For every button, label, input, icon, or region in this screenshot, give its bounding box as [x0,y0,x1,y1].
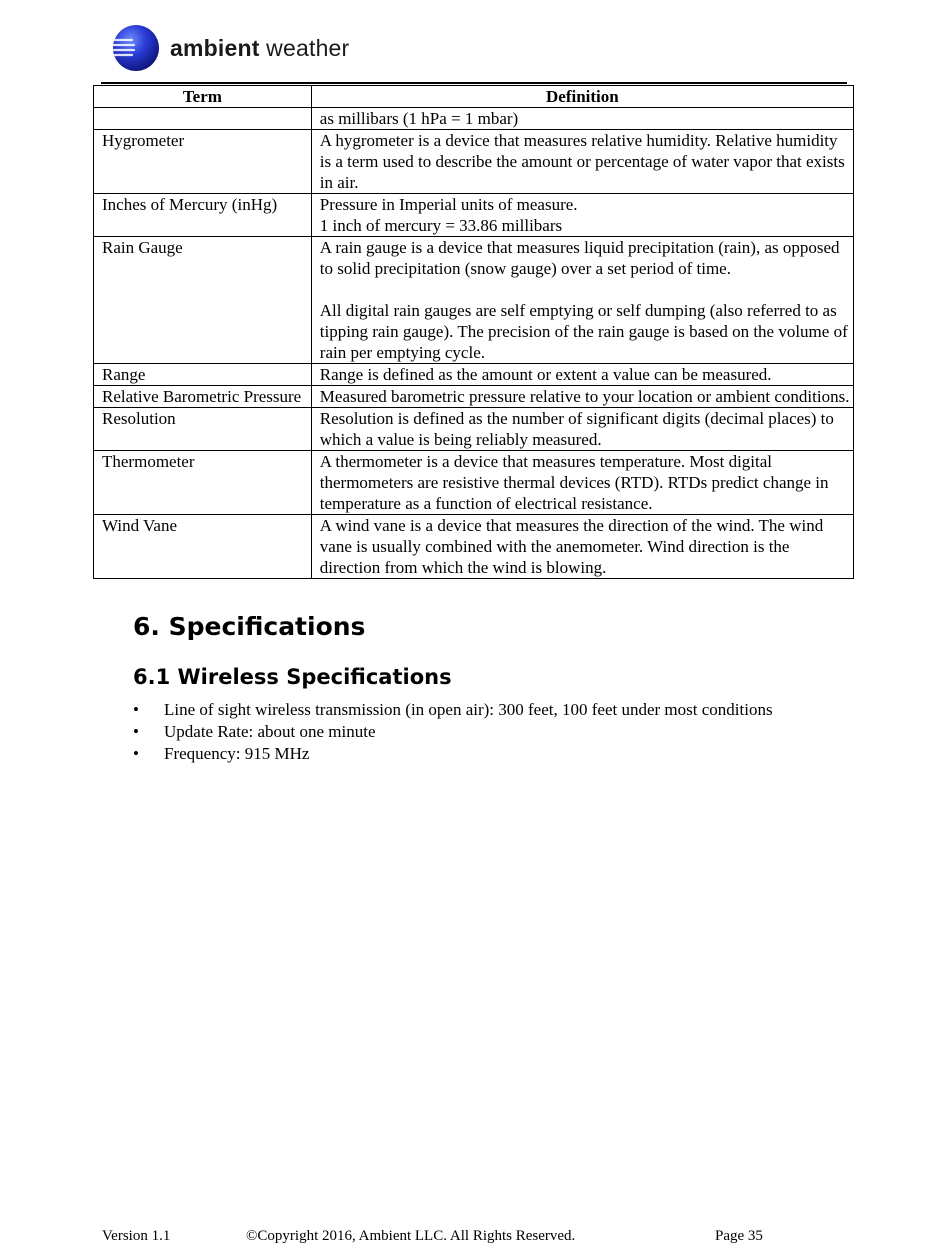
subsection-heading: 6.1 Wireless Specifications [133,665,452,689]
definition-paragraph: A rain gauge is a device that measures liquid precipitation (rain), as opposed to solid precipitation (snow gauge) over a set period of time. [319,238,840,278]
term-cell [94,108,312,130]
definition-paragraph: A hygrometer is a device that measures relative humidity. Relative humidity is a term used to describe the amount or percentage of water vapor that exists in air. [319,131,845,192]
footer-page-number: Page 35 [715,1228,763,1244]
definition-paragraph: A wind vane is a device that measures the direction of the wind. The wind vane is usually combined with the anemometer. Wind direction is the direction from which the wind is blowing. [319,516,824,577]
brand-wordmark [170,35,349,62]
table-header-row [94,86,854,108]
list-item-text: Update Rate: about one minute [164,722,376,741]
bullet: • [133,722,139,741]
table-row [94,237,854,364]
definition-cell [311,364,853,386]
list-item [133,743,773,765]
list-item-text: Line of sight wireless transmission (in open air): 300 feet, 100 feet under most conditions [164,700,773,719]
table-row [94,108,854,130]
definition-paragraph: Resolution is defined as the number of significant digits (decimal places) to which a value is being reliably measured. [319,409,834,449]
definition-cell [311,237,853,364]
term-cell: Thermometer [94,451,312,515]
definition-cell [311,130,853,194]
brand-name-bold: ambient [170,34,260,61]
glossary-table [93,85,854,579]
table-row [94,451,854,515]
brand-name-light: weather [259,34,350,61]
list-item [133,699,773,721]
table-row [94,386,854,408]
column-header-definition: Definition [311,86,853,108]
definition-paragraph: Pressure in Imperial units of measure. [319,195,578,214]
term-cell: Rain Gauge [94,237,312,364]
wireless-specs-list [133,699,773,765]
globe-logo-icon [112,24,160,72]
table-row [94,130,854,194]
definition-paragraph: All digital rain gauges are self emptying or self dumping (also referred to as tipping rain gauge). The precision of the rain gauge is based on the volume of rain per emptying cycle. [319,301,848,362]
definition-cell [311,386,853,408]
term-cell: Inches of Mercury (inHg) [94,194,312,237]
term-cell: Resolution [94,408,312,451]
definition-cell [311,515,853,579]
bullet: • [133,700,139,719]
definition-cell [311,451,853,515]
table-row [94,194,854,237]
header-divider [101,82,847,84]
definition-paragraph: A thermometer is a device that measures temperature. Most digital thermometers are resistive thermal devices (RTD). RTDs predict change in temperature as a function of electrical resistance. [319,452,829,513]
definition-cell [311,408,853,451]
definition-paragraph: as millibars (1 hPa = 1 mbar) [319,109,519,128]
table-body [94,108,854,579]
footer-copyright: ©Copyright 2016, Ambient LLC. All Rights Reserved. [246,1228,576,1244]
definition-paragraph: 1 inch of mercury = 33.86 millibars [319,216,563,235]
bullet: • [133,744,139,763]
table-row [94,408,854,451]
table-row [94,364,854,386]
definition-paragraph: Range is defined as the amount or extent a value can be measured. [319,365,772,384]
brand-logo [112,24,349,72]
list-item-text: Frequency: 915 MHz [164,744,310,763]
term-cell: Relative Barometric Pressure [94,386,312,408]
list-item [133,721,773,743]
term-cell: Hygrometer [94,130,312,194]
section-heading: 6. Specifications [133,612,366,641]
definition-paragraph: Measured barometric pressure relative to your location or ambient conditions. [319,387,850,406]
column-header-term: Term [94,86,312,108]
term-cell: Range [94,364,312,386]
term-cell: Wind Vane [94,515,312,579]
definition-cell [311,194,853,237]
definition-cell [311,108,853,130]
table-row [94,515,854,579]
footer-version: Version 1.1 [102,1228,171,1244]
